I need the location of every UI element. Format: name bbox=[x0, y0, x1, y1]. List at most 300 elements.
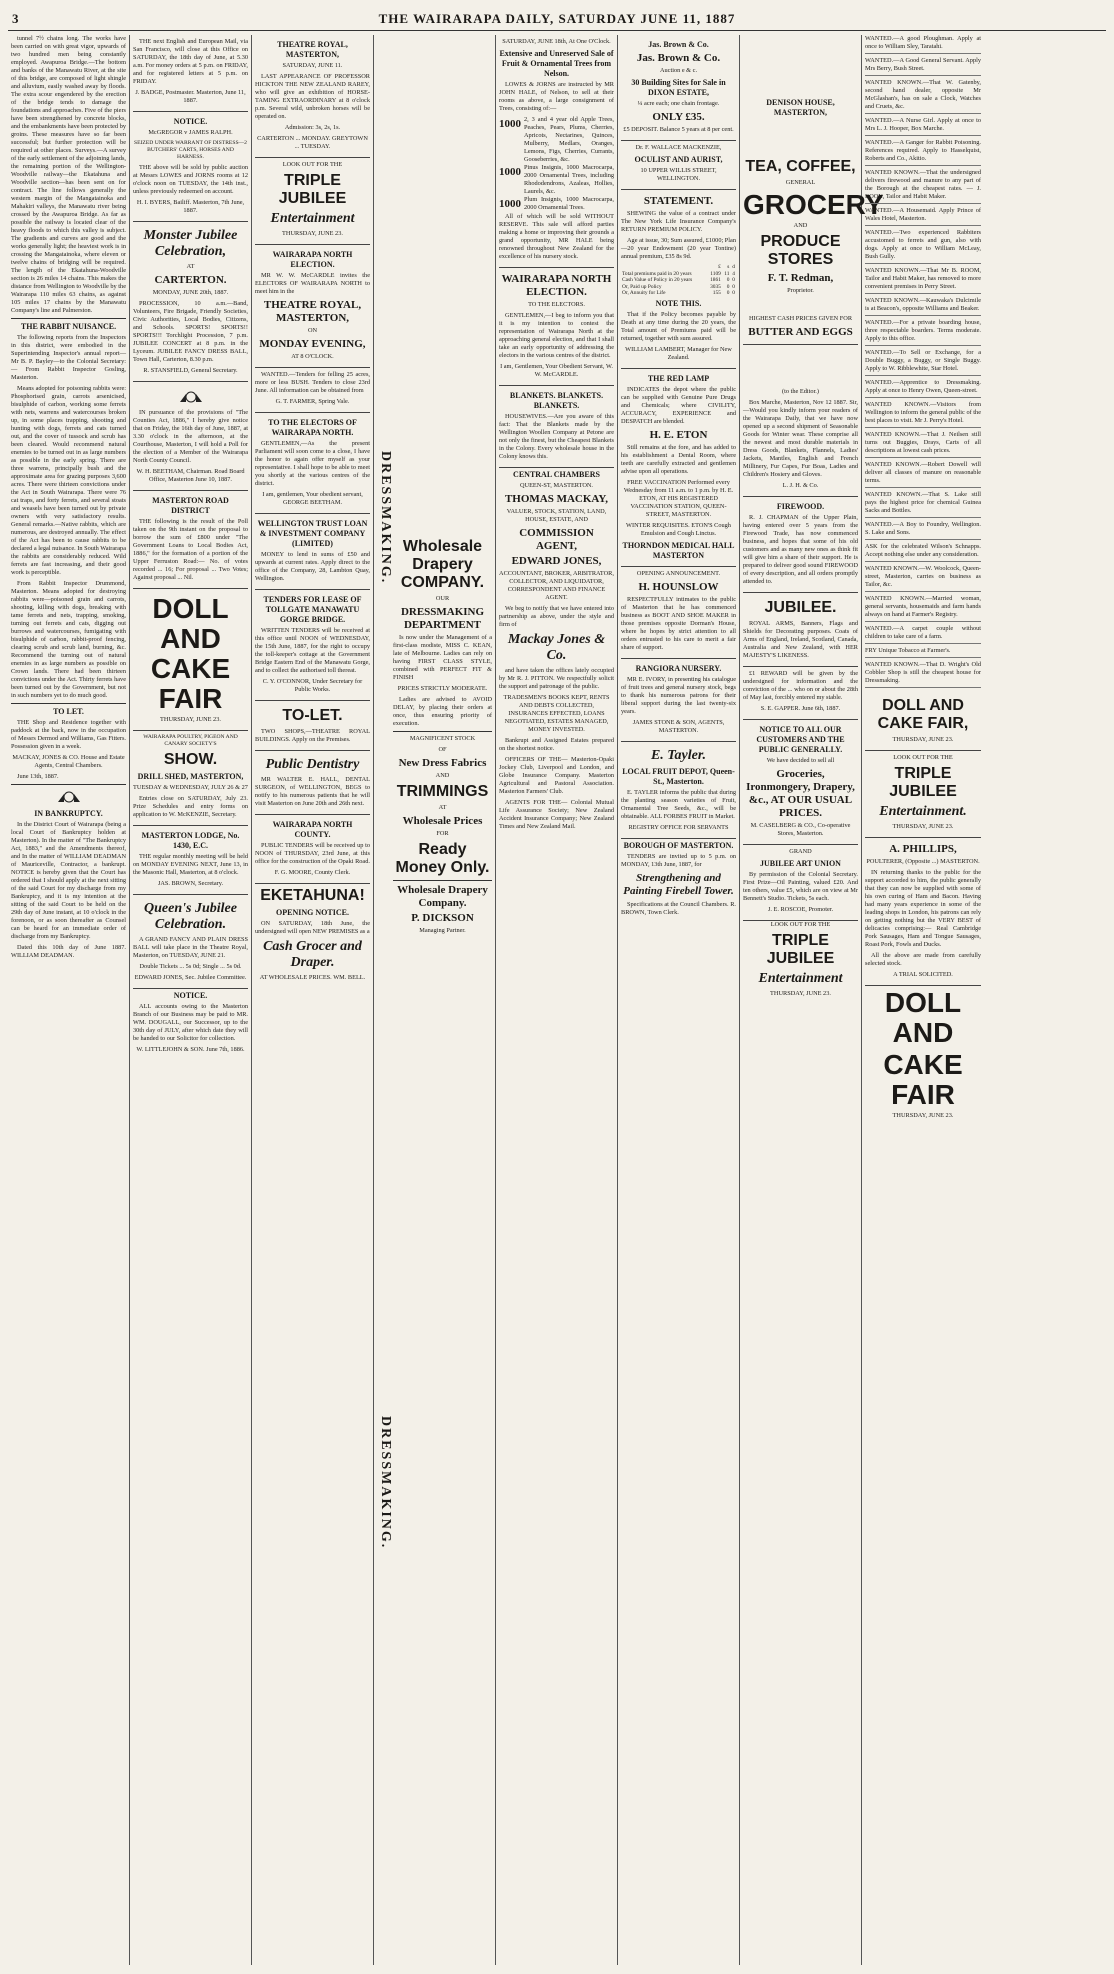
classified-item: WANTED KNOWN.—That Mr B. ROOM, Tailor and Habit Maker, has removed to more convenient premises in Perry Street. bbox=[865, 267, 981, 294]
tradesmen-text: TRADESMEN'S BOOKS KEPT, RENTS AND DEBTS COLLECTED, INSURANCES EFFECTED, LOANS NEGOTIATED, ESTATES MANAGED, MONEY INVESTED. bbox=[503, 694, 610, 733]
table-cell: Or, Annuity for Life bbox=[622, 290, 666, 296]
rabbit-paragraph: Means adopted for poisoning rabbits were: Phosphorised grain, carrots arsenicised, bisulphide of carbon, working some ferrets with nets, warrens and watercourses broken up, in some places trapping, shooting and hunting with dogs, ferrets and cats turned out, and the cover of tussock and scrub has been cleared. Would recommend natural enemies to be turned out in as large numbers as possible in the early spring. There are three warrens, principally bush and the approximate area for grazing purposes 3,600 acres. There were thirteen convictions under the Act in South Wairarapa. There were 76 cat traps, and forty ferrets, and several stoats and weasels have been turned out by private owners with very satisfactory results. General remarks.—Native rabbits, which are numerous, are destroyed annually. The effect of the Act has been to cause rabbits to be declared a legal nuisance. In South Wairarapa the rabbits are considerably reduced. Wild ferrets are fast increasing, and their good work is perceptible. bbox=[11, 385, 126, 576]
wanted-list bbox=[865, 35, 981, 688]
show-place: DRILL SHED, MASTERTON, bbox=[137, 772, 244, 781]
groceries-heading: Groceries, Ironmongery, Drapery, &c., AT OUR USUAL PRICES. bbox=[746, 768, 855, 819]
classified-item: WANTED.—A Ganger for Rabbit Poisoning. References required. Apply to Hasselquist, Roberts and Co., Akitio. bbox=[865, 139, 981, 166]
dentistry-ad bbox=[255, 751, 370, 815]
fruit-depot: LOCAL FRUIT DEPOT, Queen-St., Masterton. bbox=[622, 766, 735, 786]
edward-jones-role: ACCOUNTANT, BROKER, ARBITRATOR, COLLECTOR, AND LIQUIDATOR, CORRESPONDENT AND FINANCE AGENT. bbox=[499, 570, 614, 601]
cake-fair-heading: CAKE FAIR bbox=[883, 1049, 963, 1110]
classified-item: WANTED.—To Sell or Exchange, for a Double Buggy, a Buggy, or Single Buggy. Apply to W. Ribblewhite, Star Hotel. bbox=[865, 349, 981, 376]
ready-money-heading: Ready Money Only. bbox=[395, 841, 490, 876]
our-text: OUR bbox=[435, 595, 450, 602]
cash-grocer-signature: AT WHOLESALE PRICES. WM. BELL. bbox=[259, 974, 366, 981]
wn-election-signature: I am, Gentlemen, Your Obedient Servant, W. W. McCARDLE. bbox=[500, 363, 613, 378]
theatre-ad bbox=[255, 35, 370, 158]
insurance-statement-ad bbox=[621, 190, 736, 369]
deposit-terms: £5 DEPOSIT. Balance 5 years at 8 per cent. bbox=[623, 126, 734, 133]
company-heading: Wholesale Drapery Company. bbox=[397, 884, 488, 909]
election-on: ON bbox=[307, 327, 318, 334]
page-number: 3 bbox=[12, 11, 20, 26]
notice-heading: NOTICE. bbox=[173, 117, 208, 126]
classified-item: WANTED KNOWN.—Kauwaka's Dulcimile is at Beacon's, opposite Williams and Beaker. bbox=[865, 297, 981, 316]
to-let-ad bbox=[255, 701, 370, 751]
triple-jubilee-ad bbox=[255, 158, 370, 245]
poulterer-address: POULTERER, (Opposite ...) MASTERTON. bbox=[866, 858, 980, 865]
at-text: AT bbox=[438, 804, 447, 811]
column-5 bbox=[496, 35, 618, 1965]
new-dress-heading: New Dress Fabrics bbox=[398, 757, 487, 769]
sale-quantity: 1000 bbox=[499, 166, 521, 178]
offices-list: OFFICERS OF THE— Masterton-Opaki Jockey Club, Liverpool and London, and Globe Insurance Company. Masterton Agricultural and Pastoral Association. Masterton Farmers' Club. bbox=[499, 756, 614, 795]
monster-signature: R. STANSFIELD, General Secretary. bbox=[143, 367, 238, 374]
trust-loan-ad bbox=[255, 514, 370, 590]
note-heading: NOTE THIS. bbox=[655, 298, 702, 308]
jas-brown-ad bbox=[621, 35, 736, 141]
trust-heading: WELLINGTON TRUST LOAN & INVESTMENT COMPANY (LIMITED) bbox=[257, 519, 368, 548]
doll-fair-date: THURSDAY, JUNE 23. bbox=[892, 1112, 954, 1119]
sites-note: ¼ acre each; one chain frontage. bbox=[637, 100, 720, 107]
column-2 bbox=[130, 35, 252, 1965]
statement-table bbox=[621, 264, 736, 297]
doll-fair-heading: DOLL AND CAKE FAIR, bbox=[877, 697, 969, 732]
dentistry-heading: Public Dentistry bbox=[265, 757, 360, 772]
sale-line-item bbox=[499, 116, 614, 164]
sale-item: 2, 3 and 4 year old Apple Trees, Peaches, Pears, Plums, Cherries, Apricots, Nectarines, Quinces, Mulberry, Medlars, Oranges, Lemons, Figs, Cherries, Currants, Gooseberries, &c. bbox=[524, 116, 614, 163]
reward-body: £1 REWARD will be given by the undersigned for information and the conviction of the ... who on or about the 28th of May last, forcibly entered my stable. bbox=[743, 670, 858, 701]
oculist-name: Dr. F. WALLACE MACKENZIE, bbox=[635, 144, 722, 151]
eketahuna-ad bbox=[255, 887, 370, 982]
poultry-show-ad bbox=[133, 731, 248, 826]
central-chambers-heading: CENTRAL CHAMBERS bbox=[513, 470, 600, 479]
election-meeting-ad bbox=[255, 245, 370, 368]
to-let-signature: MACKAY, JONES & CO. House and Estate Agents, Central Chambers. bbox=[12, 754, 125, 769]
classified-item: WANTED.—A Housemaid. Apply Prince of Wales Hotel, Masterton. bbox=[865, 207, 981, 226]
firm-body: and have taken the offices lately occupied by Mr R. J. PITTON. We respectfully solicit the support and patronage of the public. bbox=[499, 667, 614, 690]
magnificent-text: MAGNIFICENT STOCK bbox=[409, 735, 476, 742]
classified-item: WANTED KNOWN.—W. Woolcock, Queen-street, Masterton, carries on business as Tailor, &c. bbox=[865, 565, 981, 592]
strengthening-heading: Strengthening and Painting Firebell Tower. bbox=[623, 871, 734, 897]
seized-body: THE above will be sold by public auction at Messrs LOWES and JORNS rooms at 12 o'clock noon on TUESDAY, the 14th inst., unless previously redeemed on account. bbox=[133, 164, 248, 195]
county-tenders-ad bbox=[255, 815, 370, 884]
thorndon-hall: THORNDON MEDICAL HALL MASTERTON bbox=[622, 540, 735, 560]
classified-item: WANTED.—Two experienced Rabbiters accustomed to ferrets and gun, also with dogs. Apply at once to William McLeay, Bush Gully. bbox=[865, 229, 981, 264]
sale-body: LOWES & JORNS are instructed by MR JOHN HALE, of Nelson, to sell at their rooms as above, a large consignment of Trees, consisting of:— bbox=[499, 81, 614, 112]
column-7 bbox=[740, 35, 884, 1965]
theatre-date: SATURDAY, JUNE 11. bbox=[282, 62, 343, 69]
jubilee-body: ROYAL ARMS, Banners, Flags and Shields for Decorating purposes. Coats of Arms of England, Ireland, Scotland, Canada, Australia and New Zealand, with HER MAJESTY'S LIKENESS. bbox=[743, 620, 858, 659]
edward-jones-name: EDWARD JONES, bbox=[511, 555, 602, 567]
election-day: MONDAY EVENING, bbox=[259, 338, 366, 350]
bankruptcy-signature: Dated this 10th day of June 1887. WILLIAM DEADMAN. bbox=[11, 944, 126, 959]
customers-heading: NOTICE TO ALL OUR CUSTOMERS AND THE PUBLIC GENERALLY. bbox=[756, 725, 845, 754]
partner-title: Managing Partner. bbox=[419, 927, 466, 934]
theatre-tour: CARTERTON ... MONDAY. GREYTOWN ... TUESDAY. bbox=[257, 135, 368, 150]
tenders-body: WANTED.—Tenders for felling 25 acres, more or less BUSH. Tenders to close 23rd June. All information can be obtained from bbox=[255, 371, 370, 394]
blankets-ad bbox=[499, 386, 614, 468]
to-let-heading: TO-LET. bbox=[282, 707, 343, 724]
bankruptcy-body: In the District Court of Wairarapa (being a local Court of Bankruptcy holden at Masterton). In the matter of "The Bankruptcy Act, 1883," and the Amendments thereof, and In the matter of WILLIAM DEADMAN of Mauriceville, Contractor, a bankrupt. NOTICE is hereby given that the Court has ordered that I should apply at the next sitting of the said Court for my discharge from my Bankruptcy, and it is my intention at the sitting of the said Court to be held on the 29th day of June instant, at 10 o'clock in the forenoon, or as soon thereafter as Counsel can be heard for an immediate order of discharge from my Bankruptcy. bbox=[11, 821, 126, 940]
doll-fair-ad bbox=[133, 589, 248, 731]
classified-item: WANTED KNOWN.—That the undersigned delivers firewood and manure to any part of the Borough at the cheapest rates. — J. BOON, Tailor and Habit Maker. bbox=[865, 169, 981, 204]
advice-text: Ladies are advised to AVOID DELAY, by placing their orders at once, thus ensuring priority of execution. bbox=[393, 696, 492, 727]
to-let-body: THE Shop and Residence together with paddock at the back, now in the occupation of Messrs Dermod and Williams, Gas Fitters. Possession given in a week. bbox=[11, 719, 126, 750]
county-heading: WAIRARAPA NORTH COUNTY. bbox=[272, 820, 353, 839]
butter-eggs-heading: BUTTER AND EGGS bbox=[748, 326, 853, 338]
and-text: AND bbox=[793, 222, 808, 229]
election-body: MR W. W. McCARDLE invites the ELECTORS OF WAIRARAPA NORTH to meet him in the bbox=[255, 272, 370, 295]
vaccination-text: FREE VACCINATION Performed every Wednesday from 11 a.m. to 1 p.m. by H. E. ETON, AT HIS REGISTERED VACCINATION STATION, QUEEN-STREET, MASTERTON. bbox=[623, 478, 734, 518]
electors-heading: TO THE ELECTORS OF WAIRARAPA NORTH. bbox=[268, 418, 357, 437]
letter-body: Box Marche, Masterton, Nov 12 1887. Sir,—Would you kindly inform your readers of the Wairarapa Daily, that we have now opened up a second shipment of Seasonable Goods for Winter wear. These comprise all the newest and most durable materials in Dress Goods, Blankets, Flannels, Ladies' Jackets, Mantles, English and French Millinery, Fur Capes, Fur Boas, Ladies and Children's Hosiery and Gloves. bbox=[743, 399, 858, 478]
column-8 bbox=[862, 35, 984, 1965]
poll-signature: W. H. BEETHAM, Chairman. Road Board Office, Masterton June 10, 1887. bbox=[136, 468, 245, 483]
county-signature: F. G. MOORE, County Clerk. bbox=[274, 869, 351, 876]
columns bbox=[8, 35, 1106, 1965]
seizure-notice bbox=[133, 112, 248, 222]
dressmaking-vertical-strip bbox=[377, 35, 393, 1965]
lookout-text: LOOK OUT FOR THE bbox=[282, 161, 343, 168]
roscoe-signature: J. E. ROSCOE, Promoter. bbox=[767, 906, 834, 913]
classified-item: WANTED KNOWN.—That J. Neilsen still turns out Buggies, Drays, Carts of all descriptions at lowest cash prices. bbox=[865, 431, 981, 458]
entertainment-date: THURSDAY, JUNE 23. bbox=[892, 823, 954, 830]
royal-crest-icon bbox=[178, 388, 204, 406]
doll-heading: DOLL AND bbox=[884, 987, 962, 1048]
dickson-name: P. DICKSON bbox=[411, 912, 474, 924]
to-let-date: June 13th, 1887. bbox=[17, 773, 59, 780]
mackay-name: THOMAS MACKAY, bbox=[504, 493, 609, 505]
brown-name: Jas. Brown & Co. bbox=[636, 52, 721, 64]
wholesale-company-heading: Wholesale Drapery COMPANY. bbox=[400, 538, 485, 591]
queens-jubilee-body: A GRAND FANCY AND PLAIN DRESS BALL will take place in the Theatre Royal, Masterton, on TUESDAY, JUNE 21. bbox=[133, 936, 248, 959]
sale-footer: All of which will be sold WITHOUT RESERVE. This sale will afford parties making a home or improving their grounds a grand opportunity, MR HALE being renowned throughout New Zealand for the excellence of his nursery stock. bbox=[499, 213, 614, 260]
tollgate-tenders-ad bbox=[255, 590, 370, 701]
letter-signature: L. J. H. & Co. bbox=[782, 482, 819, 489]
brown-auction: Auction e & c. bbox=[659, 67, 698, 74]
table-cell: 0 bbox=[732, 283, 735, 290]
table-cell: 3035 bbox=[710, 283, 721, 290]
winter-requisites: WINTER REQUISITES. ETON'S Cough Emulsion and Cough Linctus. bbox=[626, 521, 731, 537]
wn-election-ad bbox=[499, 268, 614, 386]
bankruptcy-heading: IN BANKRUPTCY. bbox=[34, 809, 103, 818]
classified-item: WANTED KNOWN.—Visitors from Wellington to inform the general public of the best places to visit. Mr J. Perry's Hotel. bbox=[865, 401, 981, 428]
sale-quantity: 1000 bbox=[499, 118, 521, 130]
sale-line-item bbox=[499, 196, 614, 213]
letter-caption: (to the Editor.) bbox=[782, 388, 819, 395]
electors-letter bbox=[255, 413, 370, 514]
opening-heading: OPENING NOTICE. bbox=[276, 908, 349, 917]
redman-name: F. T. Redman, bbox=[767, 272, 834, 284]
royal-crest-icon bbox=[56, 788, 82, 806]
nursery-body: MR E. IVORY, in presenting his catalogue of fruit trees and general nursery stock, begs to thank his numerous patrons for their liberal support during the last twenty-six years. bbox=[621, 675, 736, 715]
classified-item: WANTED.—A Nurse Girl. Apply at once to Mrs L. J. Hooper, Box Marche. bbox=[865, 117, 981, 136]
triple-jubilee-ad-2 bbox=[743, 921, 858, 998]
show-title: SHOW. bbox=[163, 751, 218, 768]
doll-fair-ad-3 bbox=[865, 988, 981, 1120]
caselberg-signature: M. CASELBERG & CO., Co-operative Stores, Masterton. bbox=[750, 822, 851, 837]
column-1 bbox=[8, 35, 130, 1965]
table-header-cell: s bbox=[727, 264, 730, 270]
oculist-address: 10 UPPER WILLIS STREET, WELLINGTON. bbox=[640, 167, 717, 182]
classified-item: WANTED.—A good Ploughman. Apply at once to William Sley, Taratahi. bbox=[865, 35, 981, 54]
table-row bbox=[621, 277, 736, 284]
borough-heading: BOROUGH OF MASTERTON. bbox=[623, 840, 734, 850]
notice-heading: NOTICE. bbox=[173, 991, 208, 1000]
building-sites: 30 Building Sites for Sale in DIXON ESTATE, bbox=[631, 78, 726, 97]
eton-chemist-ad bbox=[621, 369, 736, 567]
borough-signature: Specifications at the Council Chambers. R. BROWN, Town Clerk. bbox=[621, 900, 736, 916]
caselberg-ad bbox=[743, 720, 858, 845]
classified-item: ASK for the celebrated Wilson's Schnapps. Accept nothing else under any consideration. bbox=[865, 543, 981, 562]
art-union-ad bbox=[743, 845, 858, 921]
department-heading: DRESSMAKING DEPARTMENT bbox=[400, 606, 485, 631]
table-cell: 0 bbox=[732, 290, 735, 296]
firewood-ad bbox=[743, 497, 858, 593]
election-venue: THEATRE ROYAL, MASTERTON, bbox=[263, 299, 362, 324]
entertainment-heading: Entertainment. bbox=[879, 804, 967, 819]
table-cell: Cash Value of Policy in 20 years bbox=[622, 277, 693, 283]
mail-notice-signature: J. BADGE, Postmaster. Masterton, June 11, 1887. bbox=[135, 89, 246, 104]
to-electors: TO THE ELECTORS. bbox=[528, 301, 585, 308]
tree-sale-ad bbox=[499, 35, 614, 268]
queens-jubilee-ad bbox=[133, 895, 248, 989]
tea-coffee-heading: TEA, COFFEE, bbox=[745, 158, 856, 175]
red-lamp-body: INDICATES the depot where the public can be supplied with Genuine Pure Drugs and Chemicals; where CIVILITY, ACCURACY, EXPERIENCE and DESPATCH are blended. bbox=[621, 385, 736, 425]
monster-body: PROCESSION, 10 a.m.—Band, Volunteers, Fire Brigade, Friendly Societies, Civic Authorities, Local Bodies, Citizens, and Schools. SPORTS! SPORTS!! SPORTS!!! Torchlight Procession, 7 p.m. JUBILEE CONCERT at 8 p.m. in the Lyceum. JUBILEE FANCY DRESS BALL, Town Hall, Carterton, 8.30 p.m. bbox=[133, 300, 248, 363]
road-district-body: THE following is the result of the Poll taken on the 9th instant on the proposal to borrow the sum of £800 under "The Government Loans to Local Bodies Act, 1886," for the formation of a portion of the Upper Ferruston Road:— No. of votes recorded ... 16; For proposal ... Two Votes; Against proposal ... Nil. bbox=[133, 518, 248, 581]
triple-jubilee-ad-3 bbox=[865, 751, 981, 838]
classified-item: WANTED KNOWN.—That S. Lake still pays the highest price for chemical Guinea Sacks and Bottles. bbox=[865, 491, 981, 518]
road-district-heading: MASTERTON ROAD DISTRICT bbox=[152, 496, 229, 515]
dressmaking-vertical-text: DRESSMAKING. bbox=[378, 1415, 393, 1550]
masthead bbox=[8, 8, 1106, 31]
rabbit-paragraph: The following reports from the Inspectors in this district, were embodied in the Superintending Inspector's annual report—Mr B. P. Bayley—to the Colonial Secretary:— From Rabbit Inspector Gosling, Masterton. bbox=[11, 334, 126, 381]
lodge-heading: MASTERTON LODGE, No. 1430, E.C. bbox=[141, 831, 240, 850]
lodge-notice bbox=[133, 826, 248, 895]
column-6 bbox=[618, 35, 740, 1965]
rabbit-heading: THE RABBIT NUISANCE. bbox=[20, 322, 117, 331]
monster-at: AT bbox=[186, 263, 195, 270]
table-cell: 0 bbox=[726, 290, 730, 296]
classified-item: WANTED.—A Good General Servant. Apply Mrs Berry, Bush Street. bbox=[865, 57, 981, 76]
denison-house-ad bbox=[743, 35, 884, 345]
partnership-text: We beg to notify that we have entered into partnership as above, under the style and firm of bbox=[499, 605, 614, 628]
seized-heading: SEIZED UNDER WARRANT OF DISTRESS—2 BUTCHERS' CARTS, HORSES AND HARNESS. bbox=[134, 140, 247, 160]
table-cell: 1109 bbox=[710, 270, 721, 277]
classified-item: WANTED.—A Boy to Foundry, Wellington. S. Lake and Sons. bbox=[865, 521, 981, 540]
only-price: ONLY £35. bbox=[652, 111, 705, 123]
mail-notice bbox=[133, 35, 248, 112]
sale-item: Plum Insignis, 1000 Macrocarpa, 2000 Ornamental Trees. bbox=[524, 196, 614, 211]
trial-solicited: A TRIAL SOLICITED. bbox=[893, 971, 953, 978]
entertainment-date: THURSDAY, JUNE 23. bbox=[770, 990, 831, 997]
queen-st-address: QUEEN-ST, MASTERTON. bbox=[519, 482, 594, 489]
oculist-ad bbox=[621, 141, 736, 190]
blankets-heading: BLANKETS. BLANKETS. BLANKETS. bbox=[509, 391, 604, 410]
table-cell: Or, Paid up Policy bbox=[622, 283, 662, 290]
grand-text: GRAND bbox=[789, 848, 812, 855]
county-body: PUBLIC TENDERS will be received up to NOON of THURSDAY, 23rd June, at this office for the construction of the Opaki Road. bbox=[255, 842, 370, 865]
mail-notice-body: THE next English and European Mail, via San Francisco, will close at this Office on SATURDAY, the 18th day of June, at 5.30 a.m. For money orders at 5 p.m. on FRIDAY, and for registered letters at 5 p.m. on FRIDAY. bbox=[133, 38, 248, 85]
tayler-name: E. Tayler. bbox=[650, 747, 707, 763]
dressmaking-vertical-text: DRESSMAKING. bbox=[378, 450, 393, 585]
election-time: AT 8 O'CLOCK. bbox=[291, 353, 334, 360]
littlejohn-signature: W. LITTLEJOHN & SON. June 7th, 1886. bbox=[136, 1046, 245, 1053]
opening-body: ON SATURDAY, 18th June, the undersigned will open NEW PREMISES as a bbox=[255, 920, 370, 935]
grocery-heading: GROCERY bbox=[743, 189, 884, 220]
statement-age: Age at issue, 30; Sum assured, £1000; Plan—20 year Endowment (20 year Tontine) annual premium, £35 8s 9d. bbox=[621, 237, 736, 260]
monster-date: MONDAY, JUNE 20th, 1887. bbox=[152, 289, 229, 296]
table-header-cell: £ bbox=[718, 264, 721, 270]
bankrupt-note: Bankrupt and Assigned Estates prepared on the shortest notice. bbox=[499, 737, 614, 752]
column-3 bbox=[252, 35, 374, 1965]
lookout-text: LOOK OUT FOR THE bbox=[770, 921, 831, 928]
to-let-heading: TO LET. bbox=[53, 707, 84, 716]
electors-signature: I am, gentlemen, Your obedient servant, GEORGE BEETHAM. bbox=[262, 491, 363, 506]
triple-jubilee-heading: TRIPLE JUBILEE bbox=[889, 765, 957, 800]
show-society: WAIRARAPA POULTRY, PIGEON AND CANARY SOCIETY'S bbox=[143, 734, 238, 747]
table-cell: Total premiums paid in 20 years bbox=[622, 270, 692, 277]
table-header-cell: d bbox=[732, 264, 735, 270]
theatre-admission: Admission: 3s, 2s, 1s. bbox=[284, 124, 341, 131]
phillips-body: IN returning thanks to the public for the support accorded to him, the public generally that they can now be supplied with some of his own curing of Ham and Bacon. Having had many years experience in some of the leading shops in London, his patrons can rely on getting nothing but the VERY BEST of delicacies comprising:— Real Cambridge Pork Sausages, Ham and Tongue Sausages, Roast Pork, Fowls and Ducks. bbox=[865, 869, 981, 948]
triple-jubilee-heading: TRIPLE JUBILEE bbox=[278, 172, 347, 207]
lodge-signature: JAS. BROWN, Secretary. bbox=[157, 880, 224, 887]
hounslow-ad bbox=[621, 567, 736, 659]
opening-announcement: OPENING ANNOUNCEMENT. bbox=[636, 569, 721, 577]
railway-article: tunnel 7½ chains long. The works have been carried on with great vigor, upwards of two hundred men being constantly employed. Awapuroa Bridge.—The bottom and banks of the Manawatu River, at the site of this bridge, are composed of light shingle and alluvium, easily washed away by floods. The extra scour engendered by the erection of the bridge tends to damage the foundations and approaches. Five of the piers have been strengthened by concrete blocks, and the embankments have been protected by groins. These measures have so far been successful; but further protection will be required at other places. Surveys.—A survey of the early settlement of the adjoining lands, the remaining portion of the Wellington-Woodville railway—the Ekatahuna and Woodville section—has been sent on for contract. The line follows generally the western margin of the Mangatainoka and Mahakiri valleys, the Manawatu river being crossed by the Awapuroa Bridge. As far as possible the railway is located clear of the heavy floods to which this valley is subject. The gradients and curves are good and the works generally light; the heaviest work is in crossing the Mangatainoka, where eleven or twelve chains of bridging will be required. The length of the Ekatahuna-Woodville section is 26 miles 14 chains. This makes the distance from Wellington to Woodville by the Wairarapa 110 miles 63 chains, as against 105 miles 17 chains by the Manawatu Company's line and Palmerston. bbox=[11, 35, 126, 314]
note-body: That if the Policy becomes payable by Death at any time during the 20 years, the Total amount of Premiums paid will be returned, together with sum assured. bbox=[621, 310, 736, 342]
table-cell: 0 bbox=[726, 277, 730, 283]
doll-fair-date: THURSDAY, JUNE 23. bbox=[892, 736, 954, 743]
table-cell: 0 bbox=[726, 283, 730, 290]
highest-prices: HIGHEST CASH PRICES GIVEN FOR bbox=[748, 315, 853, 322]
cash-grocer-heading: Cash Grocer and Draper. bbox=[263, 939, 362, 970]
mackay-role: VALUER, STOCK, STATION, LAND, HOUSE, ESTATE, AND bbox=[506, 508, 607, 523]
rabbit-paragraph: From Rabbit Inspector Drummond, Masterton. Means adopted for destroying rabbits were—poisoned grain and carrots, shooting, killing with dogs, breaking with tame ferrets and nets, trapping, smoking, turning out ferrets and cats, digging out burrows and watercourses, fumigating with bisulphide of carbon, rabbit-proof fencing, clearing scrub and scrub land, burning, &c. Recommend the turning out of natural enemies in as large numbers as possible on Crown lands. There had been thirteen convictions under the Act. Thirty ferrets have been turned out by the Government, but not in such numbers yet to do much good. bbox=[11, 580, 126, 699]
classified-item: WANTED KNOWN.—That W. Gatenby, second hand dealer, opposite Mr McGlashan's, has on sale a Clock, Watches and Cruets, &c. bbox=[865, 79, 981, 114]
tollgate-signature: C. Y. O'CONNOR, Under Secretary for Public Works. bbox=[262, 678, 363, 693]
sale-quantity: 1000 bbox=[499, 198, 521, 210]
column-4 bbox=[374, 35, 496, 1965]
tayler-body: E. TAYLER informs the public that during the planting season varieties of Fruit, Ornamental Tree Seeds, &c., will be obtainable. ALL FORBES FRUIT in Market. bbox=[621, 788, 736, 820]
mackay-jones-ad bbox=[499, 470, 614, 831]
table-cell: 155 bbox=[712, 290, 721, 296]
doll-fair-date: THURSDAY, JUNE 23. bbox=[160, 716, 221, 723]
red-lamp-heading: THE RED LAMP bbox=[647, 373, 710, 383]
wn-election-heading: WAIRARAPA NORTH ELECTION. bbox=[501, 273, 612, 298]
blankets-body: HOUSEWIVES.—Are you aware of this fact: That the Blankets made by the Wellington Woollen Company at Petone are not only the finest, but the Cheapest Blankets in the Colony. Every wholesale house in the Colony knows this. bbox=[499, 413, 614, 460]
monster-jubilee-heading: Monster Jubilee Celebration, bbox=[143, 228, 238, 259]
art-union-body: By permission of the Colonial Secretary. First Prize—Oil Painting, valued £20. And ten others, value £5, which are on view at Mr Bennett's Studio. Tickets, 5s each. bbox=[743, 871, 858, 902]
sale-line-item bbox=[499, 164, 614, 196]
eketahuna-heading: EKETAHUNA! bbox=[260, 887, 365, 904]
littlejohn-notice bbox=[133, 991, 248, 1054]
decided-text: We have decided to sell all bbox=[766, 757, 835, 764]
tollgate-heading: TENDERS FOR LEASE OF TOLLGATE MANAWATU GORGE BRIDGE. bbox=[263, 595, 362, 624]
trimmings-heading: TRIMMINGS bbox=[396, 783, 489, 800]
for-text: FOR bbox=[436, 830, 449, 837]
firm-name: Mackay Jones & Co. bbox=[507, 632, 606, 663]
electors-body: GENTLEMEN,—As the present Parliament will soon come to a close, I have the honor to again offer myself as your representative. I shall hope to be able to meet you shortly at the various centres of the district. bbox=[255, 440, 370, 487]
sale-date: SATURDAY, JUNE 18th, At One O'Clock. bbox=[502, 38, 611, 45]
road-district-notice bbox=[133, 491, 248, 589]
election-heading: WAIRARAPA NORTH ELECTION. bbox=[272, 250, 353, 269]
brown-header: Jas. Brown & Co. bbox=[648, 40, 709, 49]
jubilee-heading: JUBILEE. bbox=[764, 599, 837, 616]
borough-tenders-ad bbox=[621, 841, 736, 917]
registry-office: REGISTRY OFFICE FOR SERVANTS bbox=[628, 823, 729, 831]
entertainment-date: THURSDAY, JUNE 23. bbox=[282, 230, 343, 237]
hounslow-name: H. HOUNSLOW bbox=[638, 580, 719, 593]
reward-signature: S. E. GAPPER. June 6th, 1887. bbox=[760, 705, 841, 712]
eton-heading: H. E. ETON bbox=[649, 428, 708, 441]
classified-item: WANTED KNOWN.—Married woman, general servants, housemaids and farm hands always on hand at Farmer's Registry. bbox=[865, 595, 981, 622]
of-text: OF bbox=[438, 746, 447, 753]
tollgate-body: WRITTEN TENDERS will be received at this office until NOON of WEDNESDAY, the 15th June, 1887, for the right to occupy the toll-keeper's cottage at the Government Bridge Eastern End of the Manawatu Gorge, and to collect the authorised toll thereat. bbox=[255, 627, 370, 674]
borough-body: TENDERS are invited up to 5 p.m. on MONDAY, 13th June, 1887, for bbox=[621, 852, 736, 868]
trust-body: MONEY to lend in sums of £50 and upwards at current rates. Apply direct to the office of the Company, 28, Lambton Quay, Wellington. bbox=[255, 551, 370, 582]
produce-heading: PRODUCE STORES bbox=[760, 233, 841, 268]
poll-body: IN pursuance of the provisions of "The Counties Act, 1886," I hereby give notice that on Friday, the 16th day of June, 1887, at 3.30 o'clock in the afternoon, at the Courthouse, Masterton, I will hold a Poll for the election of a Member of the Wairarapa North County Council. bbox=[133, 409, 248, 464]
box-marche-letter bbox=[743, 345, 858, 497]
littlejohn-body: ALL accounts owing to the Masterton Branch of our Business may be paid to MR. WM. DOUGALL, our Successor, up to the 30th day of JULY, after which date they will be handed to our Solicitor for collection. bbox=[133, 1003, 248, 1042]
phillips-note: All the above are made from carefully selected stock. bbox=[865, 952, 981, 967]
entertainment-heading: Entertainment bbox=[270, 211, 355, 226]
queens-jubilee-tickets: Double Tickets ... 5s 0d; Single ... 5s 0d. bbox=[139, 963, 242, 970]
masthead-title: THE WAIRARAPA DAILY, SATURDAY JUNE 11, 1887 bbox=[378, 11, 736, 26]
tenders-signature: G. T. FARMER, Spring Vale. bbox=[275, 398, 350, 405]
monster-place: CARTERTON. bbox=[154, 274, 227, 286]
statement-heading: STATEMENT. bbox=[643, 195, 714, 207]
table-cell: 11 bbox=[724, 270, 730, 277]
table-cell: 0 bbox=[732, 277, 735, 283]
prices-line: PRICES STRICTLY MODERATE. bbox=[397, 685, 488, 692]
proprietor-title: Proprietor. bbox=[787, 287, 814, 294]
eton-body: Still remains at the fore, and has added to his establishment a Dental Room, where teeth are carefully extracted and gentlemen advise upon all operations. bbox=[621, 443, 736, 475]
sale-item: Pinus Insignis, 1000 Macrocarpa, 2000 Ornamental Trees, including Rhododendrons, Azaleas, Hollies, Laurels, &c. bbox=[524, 164, 614, 195]
phillips-name: A. PHILLIPS, bbox=[889, 843, 957, 855]
reward-ad bbox=[743, 667, 858, 720]
classified-item: WANTED.—Apprentice to Dressmaking. Apply at once to Henry Owen, Queen-street. bbox=[865, 379, 981, 398]
triple-jubilee-heading: TRIPLE JUBILEE bbox=[766, 932, 835, 967]
phillips-ad bbox=[865, 838, 981, 986]
wholesale-prices-heading: Wholesale Prices bbox=[402, 815, 483, 827]
and-text: AND bbox=[435, 772, 450, 779]
show-dates: TUESDAY & WEDNESDAY, JULY 26 & 27 bbox=[133, 784, 248, 791]
firewood-heading: FIREWOOD. bbox=[776, 502, 825, 511]
dentistry-body: MR WALTER E. HALL, DENTAL SURGEON, of WELLINGTON, BEGS to notify to his numerous patients that he will visit Masterton on June 20th and 26th next. bbox=[255, 776, 370, 807]
department-body: Is now under the Management of a first-class modiste, MISS C. KEAN, late of Melbourne. Ladies can rely on having FIRST CLASS STYLE, combined with PERFECT FIT & FINISH bbox=[393, 634, 492, 681]
oculist-heading: OCULIST AND AURIST, bbox=[634, 155, 723, 164]
to-let-body: TWO SHOPS,—THEATRE ROYAL BUILDINGS. Apply on the Premises. bbox=[255, 728, 370, 743]
lodge-body: THE regular monthly meeting will be held on MONDAY EVENING NEXT, June 13, in the Masonic Hall, Masterton, at 8 o'clock. bbox=[133, 853, 248, 876]
lambert-signature: WILLIAM LAMBERT, Manager for New Zealand. bbox=[625, 345, 732, 361]
hounslow-body: RESPECTFULLY intimates to the public of Masterton that he has commenced business as BOOT AND SHOE MAKER in those premises opposite Dorman's House, where he hopes by strict attention to all orders entrusted to his care to merit a fair share of support. bbox=[621, 595, 736, 651]
wn-election-body: GENTLEMEN,—I beg to inform you that it is my intention to contest the representation of Wairarapa North at the approaching general election, and that I shall take an early opportunity of addressing the electors in the various centres of the district. bbox=[499, 312, 614, 359]
monster-jubilee-ad bbox=[133, 222, 248, 382]
commission-agent-heading: COMMISSION AGENT, bbox=[519, 527, 594, 552]
seized-signature: H. I. BYERS, Bailiff. Masterton, 7th June, 1887. bbox=[136, 199, 245, 214]
table-row bbox=[621, 290, 736, 297]
denison-heading: DENISON HOUSE, MASTERTON, bbox=[766, 98, 835, 117]
entertainment-heading: Entertainment bbox=[758, 971, 843, 986]
show-body: Entries close on SATURDAY, July 23. Prize Schedules and entry forms on application to W. McKENZIE, Secretary. bbox=[133, 795, 248, 818]
classified-item: WANTED KNOWN.—Robert Dowell will deliver all classes of manure on reasonable terms. bbox=[865, 461, 981, 488]
dressmaking-ad bbox=[393, 35, 492, 1965]
lookout-text: LOOK OUT FOR THE bbox=[893, 754, 953, 761]
